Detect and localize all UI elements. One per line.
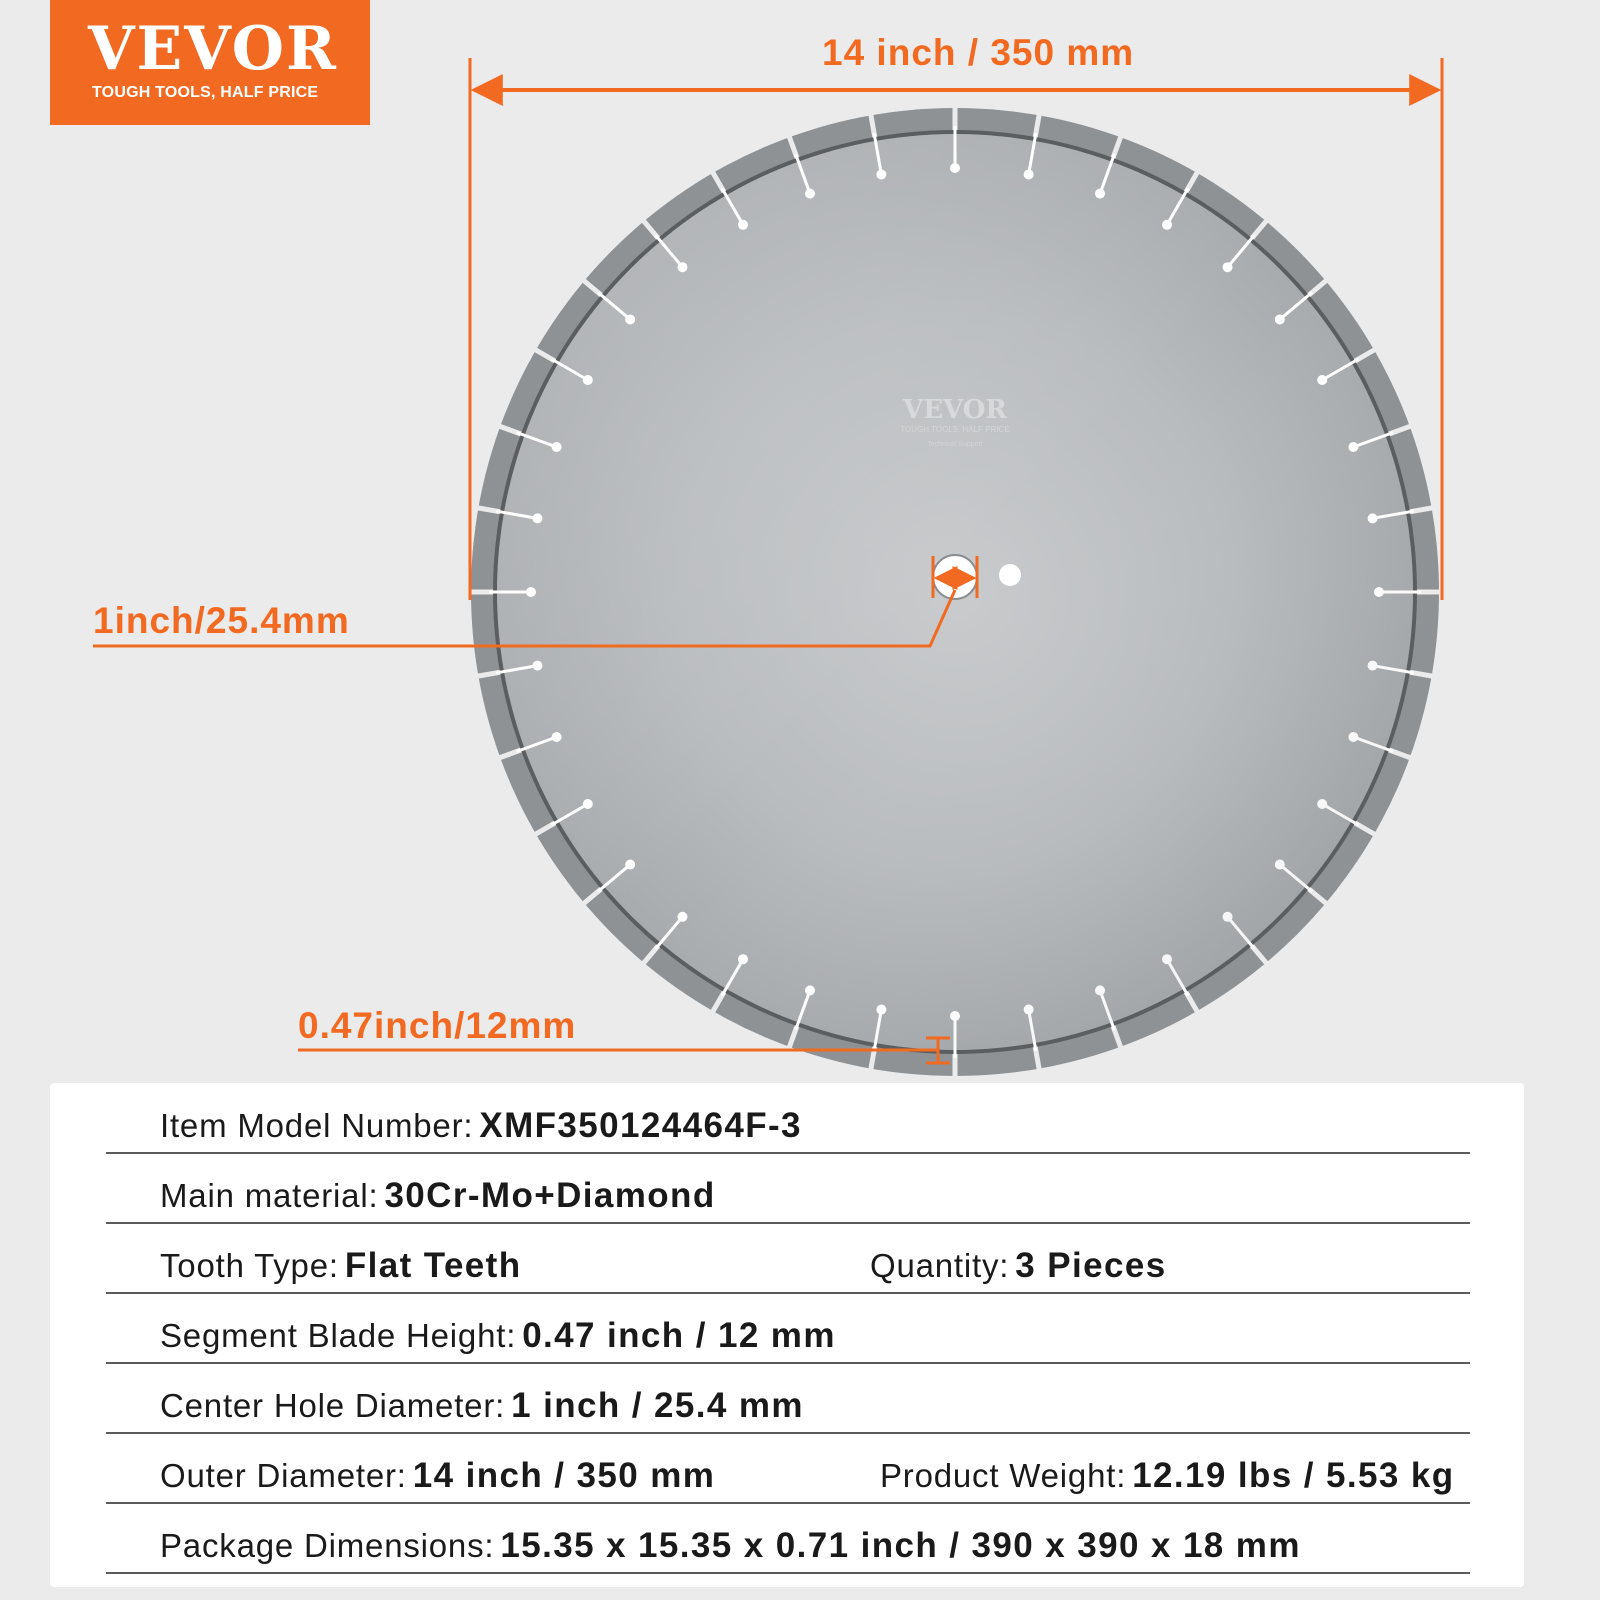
spec-row-model bbox=[106, 1083, 1470, 1154]
spec-value: 14 inch / 350 mm bbox=[412, 1456, 716, 1495]
spec-label: Quantity: bbox=[870, 1247, 1010, 1284]
spec-value: 0.47 inch / 12 mm bbox=[522, 1316, 836, 1355]
spec-value: 3 Pieces bbox=[1015, 1246, 1167, 1285]
spec-label: Main material: bbox=[160, 1177, 379, 1214]
spec-label: Outer Diameter: bbox=[160, 1457, 407, 1494]
spec-value: XMF350124464F-3 bbox=[479, 1106, 802, 1145]
spec-label: Center Hole Diameter: bbox=[160, 1387, 506, 1424]
spec-value: 1 inch / 25.4 mm bbox=[511, 1386, 804, 1425]
spec-table bbox=[50, 1083, 1524, 1587]
spec-row-center-hole bbox=[106, 1363, 1470, 1434]
spec-label: Tooth Type: bbox=[160, 1247, 339, 1284]
spec-row-material bbox=[106, 1153, 1470, 1224]
brand-name: VEVOR bbox=[88, 14, 338, 84]
spec-row-outer-weight bbox=[106, 1433, 1470, 1504]
spec-label: Package Dimensions: bbox=[160, 1527, 495, 1564]
blade-note-mark: Technical Support bbox=[927, 441, 983, 448]
spec-label: Item Model Number: bbox=[160, 1107, 474, 1144]
spec-value: 12.19 lbs / 5.53 kg bbox=[1132, 1456, 1455, 1495]
brand-tagline: TOUGH TOOLS, HALF PRICE bbox=[92, 84, 319, 101]
spec-row-segment-height bbox=[106, 1293, 1470, 1364]
spec-value: Flat Teeth bbox=[344, 1246, 522, 1285]
spec-label: Segment Blade Height: bbox=[160, 1317, 517, 1354]
blade-brand-mark: VEVOR bbox=[903, 395, 1007, 425]
segment-height-label: 0.47inch/12mm bbox=[298, 1005, 577, 1046]
spec-label: Product Weight: bbox=[880, 1457, 1127, 1494]
outer-diameter-label: 14 inch / 350 mm bbox=[822, 32, 1135, 73]
center-hole-label: 1inch/25.4mm bbox=[93, 600, 350, 641]
blade-tagline-mark: TOUGH TOOLS, HALF PRICE bbox=[900, 425, 1010, 434]
spec-value: 15.35 x 15.35 x 0.71 inch / 390 x 390 x 18 mm bbox=[500, 1526, 1301, 1565]
spec-value: 30Cr-Mo+Diamond bbox=[384, 1176, 716, 1215]
spec-row-tooth-quantity bbox=[106, 1223, 1470, 1294]
spec-row-package bbox=[106, 1503, 1470, 1574]
pin-hole bbox=[999, 564, 1021, 586]
